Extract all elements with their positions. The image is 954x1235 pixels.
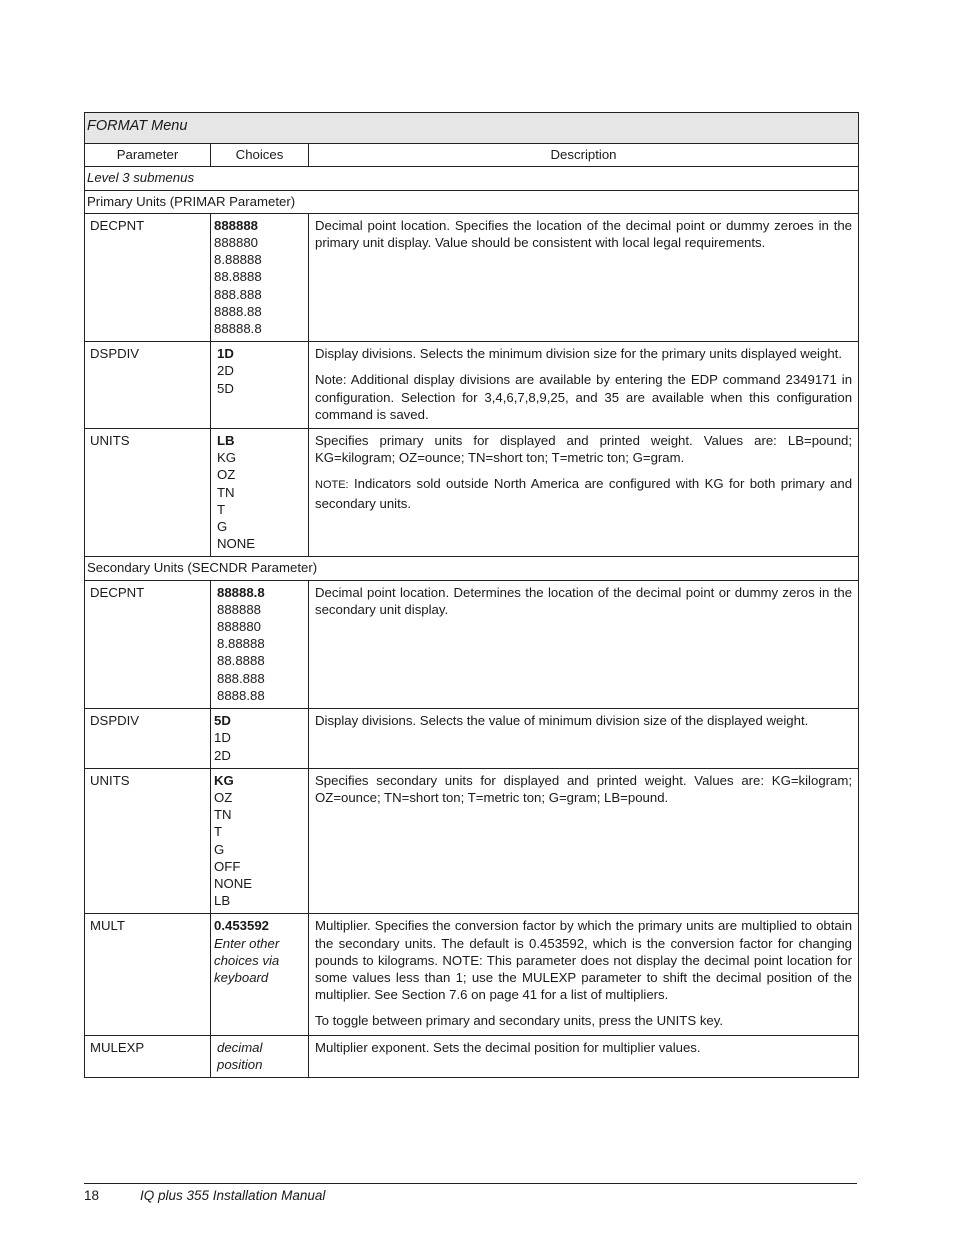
choice: 2D: [217, 363, 234, 379]
choice: 888880: [217, 619, 262, 635]
choice: 888888: [217, 601, 262, 617]
description-note: Note: Additional display divisions are available by entering the EDP command 2349171 in configuration. Selection for 3,4,6,7,8,9,25, and 35 are available when this configuration command is saved.: [315, 372, 853, 422]
choice: KG: [217, 450, 237, 466]
param-cell: MULEXP: [85, 1035, 211, 1077]
description-cell: [309, 914, 859, 1035]
format-menu-table-container: [84, 112, 858, 1078]
level-label: Level 3 submenus: [85, 167, 859, 190]
default-choice: 88888.8: [217, 584, 265, 600]
choice: LB: [214, 893, 231, 909]
header-description: Description: [309, 144, 859, 167]
choice: 2D: [214, 747, 231, 763]
page-number: 18: [84, 1188, 100, 1203]
description-text: Decimal point location. Determines the location of the decimal point or dummy zeros in the secondary unit display.: [315, 584, 853, 617]
description-text: Multiplier. Specifies the conversion factor by which the primary units are multiplied to obtain the secondary units. The default is 0.453592, which is the conversion factor for changing pounds to kilograms. NOTE: This parameter does not display the decimal point location for some values less than 1; use the MULEXP parameter to shift the decimal position of the multiplier. See Section 7.6 on page 41 for a list of multipliers.: [315, 918, 853, 1003]
choice: 888.888: [217, 670, 265, 686]
description-text: Multiplier exponent. Sets the decimal position for multiplier values.: [315, 1039, 701, 1055]
choice: NONE: [217, 536, 256, 552]
description-note: [315, 475, 852, 511]
choice: TN: [217, 484, 235, 500]
choice: OZ: [217, 467, 236, 483]
table-row: [85, 213, 859, 341]
header-parameter: Parameter: [85, 144, 211, 167]
choices-cell: [211, 709, 309, 769]
param-cell: MULT: [85, 914, 211, 1035]
header-row: [85, 144, 859, 167]
choice: 8888.88: [217, 687, 265, 703]
description-text: Display divisions. Selects the minimum division size for the primary units displayed weight.: [315, 346, 842, 362]
header-choices: Choices: [211, 144, 309, 167]
default-choice: 0.453592: [214, 918, 270, 934]
description-cell: [309, 709, 859, 769]
param-cell: UNITS: [85, 768, 211, 914]
description-cell: [309, 213, 859, 341]
default-choice: KG: [214, 772, 234, 788]
format-menu-table: [84, 112, 859, 1078]
table-row: [85, 429, 859, 557]
choice: OZ: [214, 789, 233, 805]
choice: G: [214, 841, 225, 857]
param-cell: UNITS: [85, 429, 211, 557]
description-text: Specifies secondary units for displayed and printed weight. Values are: KG=kilogram; OZ=ounce; TN=short ton; T=metric ton; G=gram; LB=pound.: [315, 772, 853, 805]
param-cell: DSPDIV: [85, 709, 211, 769]
footer-rule: [84, 1183, 857, 1184]
choice: 888.888: [214, 286, 262, 302]
secondary-section-row: [85, 557, 859, 580]
description-cell: [309, 768, 859, 914]
level-row: [85, 167, 859, 190]
choice: NONE: [214, 875, 253, 891]
choice: 8.88888: [214, 252, 262, 268]
description-cell: [309, 429, 859, 557]
choice: 88.8888: [217, 653, 265, 669]
note-label: NOTE:: [315, 479, 349, 492]
param-cell: DECPNT: [85, 580, 211, 708]
description-text: Decimal point location. Specifies the location of the decimal point or dummy zeroes in the primary unit display. Value should be consistent with local legal requirements.: [315, 217, 853, 251]
choices-cell: [211, 914, 309, 1035]
default-choice: 888888: [214, 217, 259, 233]
choice: TN: [214, 807, 232, 823]
note-text: Indicators sold outside North America are configured with KG for both primary and secondary units.: [315, 476, 853, 511]
choices-cell: [211, 580, 309, 708]
description-cell: [309, 580, 859, 708]
choice: OFF: [214, 858, 241, 874]
choice: T: [214, 824, 223, 840]
choice-hint: position: [217, 1056, 263, 1072]
default-choice: LB: [217, 433, 235, 449]
table-row: [85, 1035, 859, 1077]
choice-hint: choices via: [214, 952, 280, 968]
secondary-section-label: Secondary Units (SECNDR Parameter): [85, 557, 859, 580]
table-row: [85, 768, 859, 914]
choice: 888880: [214, 235, 259, 251]
choice: G: [217, 519, 228, 535]
choices-cell: [211, 213, 309, 341]
table-row: [85, 709, 859, 769]
choice: 8.88888: [217, 636, 265, 652]
choice: 88.8888: [214, 269, 262, 285]
description-cell: [309, 1035, 859, 1077]
default-choice: 1D: [217, 346, 234, 362]
choice: 1D: [214, 730, 231, 746]
table-title: FORMAT Menu: [85, 113, 859, 144]
table-row: [85, 580, 859, 708]
table-row: [85, 914, 859, 1035]
choices-cell: [211, 429, 309, 557]
primary-section-row: [85, 190, 859, 213]
default-choice: 5D: [214, 713, 231, 729]
table-title-row: [85, 113, 859, 144]
param-cell: DSPDIV: [85, 342, 211, 429]
description-text: Specifies primary units for displayed and printed weight. Values are: LB=pound; KG=kilogram; OZ=ounce; TN=short ton; T=metric ton; G=gram.: [315, 433, 853, 466]
choice: 8888.88: [214, 303, 262, 319]
manual-title: IQ plus 355 Installation Manual: [140, 1188, 326, 1203]
choice: 88888.8: [214, 321, 262, 337]
description-tip: To toggle between primary and secondary units, press the UNITS key.: [315, 1013, 724, 1029]
choices-cell: [211, 1035, 309, 1077]
primary-section-label: Primary Units (PRIMAR Parameter): [85, 190, 859, 213]
choice-hint: keyboard: [214, 969, 269, 985]
description-text: Display divisions. Selects the value of minimum division size of the displayed weight.: [315, 713, 809, 729]
choice: 5D: [217, 380, 234, 396]
choice-hint: Enter other: [214, 935, 280, 951]
choice-hint: decimal: [217, 1039, 263, 1055]
choices-cell: [211, 768, 309, 914]
choices-cell: [211, 342, 309, 429]
description-cell: [309, 342, 859, 429]
param-cell: DECPNT: [85, 213, 211, 341]
table-row: [85, 342, 859, 429]
choice: T: [217, 501, 226, 517]
